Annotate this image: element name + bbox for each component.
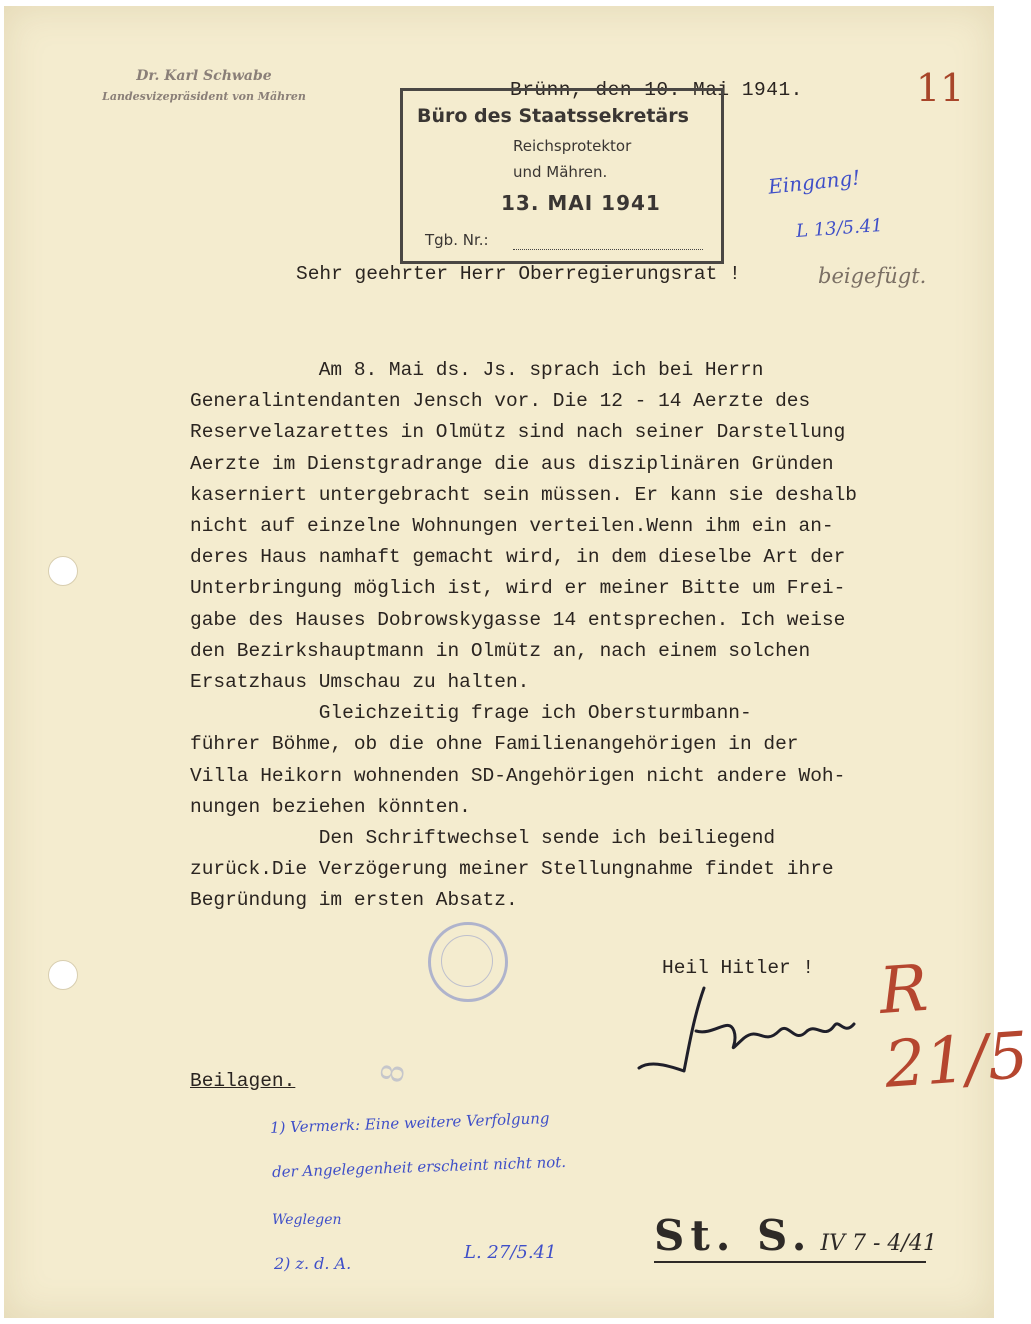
handwritten-signature [634, 976, 864, 1086]
initial-date-note: L 13/5.41 [795, 215, 884, 242]
letterhead [64, 68, 344, 103]
body-line: Generalintendanten Jensch vor. Die 12 - 14 Aerzte des [190, 390, 811, 413]
closing: Heil Hitler ! [662, 957, 815, 979]
registry-number: IV 7 - 4/41 [820, 1231, 937, 1256]
beilagen-heading: Beilagen. [190, 1070, 296, 1092]
handwritten-initial-date-2: L. 27/5.41 [464, 1242, 557, 1263]
letter-page [4, 6, 1031, 1318]
body-line: kaserniert untergebracht sein müssen. Er kann sie deshalb [190, 483, 858, 506]
salutation: Sehr geehrter Herr Oberregierungsrat ! [296, 263, 741, 285]
receipt-stamp [400, 88, 724, 264]
beigefuegt-note: beigefügt. [818, 264, 927, 288]
letterhead-title: Landesvizepräsident von Mähren [102, 90, 306, 103]
body-line: Ersatzhaus Umschau zu halten. [190, 671, 530, 694]
stamp-line-3: und Mähren. [513, 163, 608, 181]
stamp-dotted-line [513, 249, 703, 250]
round-seal-inner [441, 935, 493, 987]
body-line: zurück.Die Verzögerung meiner Stellungnahme findet ihre [190, 858, 834, 881]
handwritten-note-line-2: der Angelegenheit erscheint nicht not. [271, 1152, 567, 1182]
dateline: Brünn, den 10. Mai 1941. [510, 79, 803, 101]
handwritten-note-line-4: 2) z. d. A. [274, 1254, 352, 1273]
body-line: deres Haus namhaft gemacht wird, in dem dieselbe Art der [190, 546, 846, 569]
eingang-note: Eingang! [766, 165, 862, 199]
body-line: Gleichzeitig frage ich Obersturmbann- [190, 702, 752, 725]
stamp-office: Büro des Staatssekretärs [417, 105, 689, 127]
handwritten-note-line-1: 1) Vermerk: Eine weitere Verfolgung [269, 1109, 550, 1137]
body-line: nicht auf einzelne Wohnungen verteilen.Wenn ihm ein an- [190, 515, 834, 538]
punch-hole-bottom [48, 960, 78, 990]
body-line: führer Böhme, ob die ohne Familienangehörigen in der [190, 733, 799, 756]
letterhead-name: Dr. Karl Schwabe [136, 68, 272, 84]
body-line: Begründung im ersten Absatz. [190, 889, 518, 912]
body-line: gabe des Hauses Dobrowskygasse 14 entsprechen. Ich weise [190, 608, 846, 631]
faint-stamp-mark: 8 [374, 1061, 413, 1086]
body-line: Villa Heikorn wohnenden SD-Angehörigen nicht andere Woh- [190, 764, 846, 787]
stamp-tgb: Tgb. Nr.: [425, 231, 489, 249]
body-line: den Bezirkshauptmann in Olmütz an, nach einem solchen [190, 639, 811, 662]
registry-underline [654, 1261, 926, 1263]
body-line: Den Schriftwechsel sende ich beiliegend [190, 827, 776, 850]
red-pencil-initial: R 21/5 [877, 951, 1031, 1103]
registry-mark [654, 1211, 937, 1260]
letter-body [190, 355, 950, 917]
punch-hole-top [48, 556, 78, 586]
round-seal-stamp [428, 922, 508, 1002]
body-line: Aerzte im Dienstgradrange die aus disziplinären Gründen [190, 452, 834, 475]
page-number-annotation: 11 [916, 66, 965, 110]
body-line: Am 8. Mai ds. Js. sprach ich bei Herrn [190, 359, 764, 381]
registry-prefix: St. S. [654, 1211, 813, 1260]
body-line: nungen beziehen könnten. [190, 795, 471, 818]
stamp-date: 13. MAI 1941 [501, 191, 661, 215]
stamp-line-2: Reichsprotektor [513, 137, 632, 155]
body-line: Reservelazarettes in Olmütz sind nach seiner Darstellung [190, 421, 846, 444]
handwritten-note-line-3: Weglegen [272, 1212, 342, 1228]
body-line: Unterbringung möglich ist, wird er meiner Bitte um Frei- [190, 577, 846, 600]
